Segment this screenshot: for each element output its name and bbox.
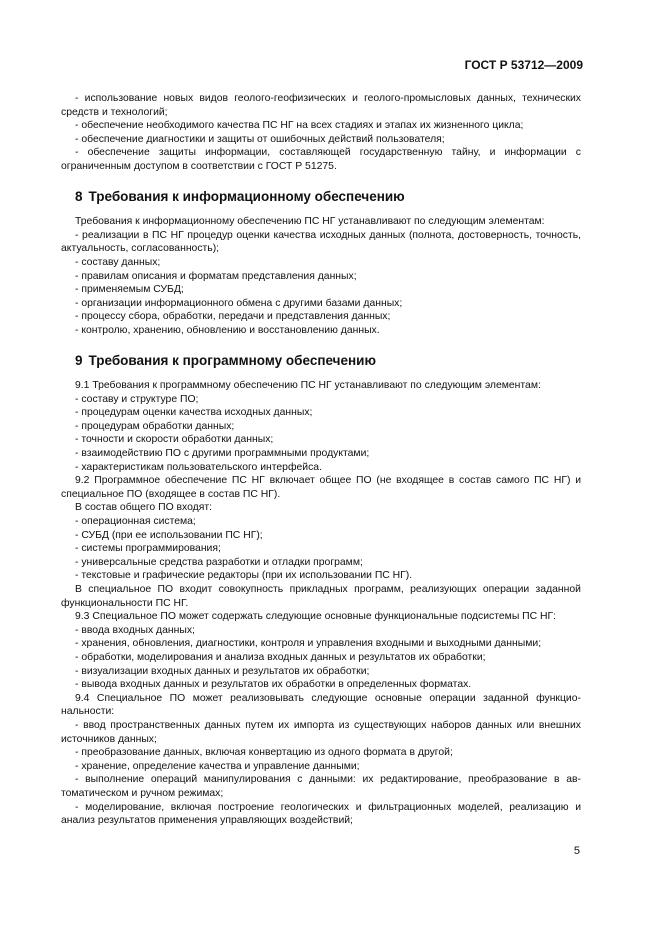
list-item: - моделирование, включая построение геологических и фильтрационных моделей, реализацию и анализ результатов применения управляющих воздействий; xyxy=(61,801,581,827)
section-8-body xyxy=(61,215,581,337)
list-item: - организации информационного обмена с другими базами данных; xyxy=(75,297,403,309)
paragraph: 9.4 Специальное ПО может реализовывать следующие основные операции заданной функциональности: xyxy=(61,692,581,718)
list-item: - универсальные средства разработки и отладки программ; xyxy=(75,556,363,568)
list-item: - обработки, моделирования и анализа входных данных и результатов их обработки; xyxy=(75,651,486,663)
intro-item: - обеспечение диагностики и защиты от ошибочных действий пользователя; xyxy=(75,133,445,145)
section-number: 9 xyxy=(75,352,83,368)
section-title: Требования к программному обеспечению xyxy=(88,352,376,368)
list-item: - операционная система; xyxy=(75,516,196,528)
list-item: - характеристикам пользовательского интерфейса. xyxy=(75,461,322,473)
paragraph: 9.1 Требования к программному обеспечению ПС НГ устанавливают по следующим элементам: xyxy=(75,380,541,392)
list-item: - процессу сбора, обработки, передачи и представления данных; xyxy=(75,311,391,323)
list-item: - процедурам оценки качества исходных данных; xyxy=(75,407,313,419)
list-item: - контролю, хранению, обновлению и восстановлению данных. xyxy=(75,324,380,336)
list-item: - СУБД (при ее использовании ПС НГ); xyxy=(75,529,263,541)
list-item: - процедурам обработки данных; xyxy=(75,420,235,432)
list-item: - составу данных; xyxy=(75,256,161,268)
section-title: Требования к информационному обеспечению xyxy=(88,188,405,204)
list-item: - визуализации входных данных и результатов их обработки; xyxy=(75,665,370,677)
section-number: 8 xyxy=(75,188,83,204)
list-item: - системы программирования; xyxy=(75,543,221,555)
page-number: 5 xyxy=(573,845,580,857)
section-9-body xyxy=(61,379,581,828)
list-item: - правилам описания и форматам представления данных; xyxy=(75,270,357,282)
intro-item: - обеспечение необходимого качества ПС НГ на всех стадиях и этапах их жизненного цикла; xyxy=(75,120,524,132)
list-item: - реализации в ПС НГ процедур оценки качества исходных данных (полнота, достоверность, точность, актуальность, согласованность); xyxy=(61,229,581,255)
list-item: - составу и структуре ПО; xyxy=(75,393,199,405)
list-item: - взаимодействию ПО с другими программными продуктами; xyxy=(75,448,370,460)
list-item: - выполнение операций манипулирования с данными: их редактирование, преобразование в автоматическом и ручном режимах; xyxy=(61,774,581,799)
paragraph: Требования к информационному обеспечению ПС НГ устанавливают по следующим элементам: xyxy=(75,216,545,228)
list-item: - вывода входных данных и результатов их обработки в определенных форматах. xyxy=(75,679,472,691)
list-item: - ввод пространственных данных путем их импорта из существующих наборов данных или внешних источников данных; xyxy=(61,719,581,745)
intro-item: - обеспечение защиты информации, составляющей государственную тайну, и информации с ограниченным доступом в соответствии с ГОСТ Р 51275. xyxy=(61,147,581,172)
intro-item: - использование новых видов геолого-геофизических и геолого-промысловых данных, технических средств и технологий; xyxy=(61,93,581,118)
section-8-heading xyxy=(61,190,581,204)
list-item: - хранения, обновления, диагностики, контроля и управления входными и выходными данными; xyxy=(75,638,542,650)
list-item: - точности и скорости обработки данных; xyxy=(75,434,274,446)
list-item: - хранение, определение качества и управление данными; xyxy=(75,760,360,772)
document-id-header: ГОСТ Р 53712—2009 xyxy=(464,58,583,72)
paragraph: В состав общего ПО входят: xyxy=(75,502,213,514)
list-item: - ввода входных данных; xyxy=(75,624,195,636)
list-item: - текстовые и графические редакторы (при их использовании ПС НГ). xyxy=(75,570,413,582)
section-9-heading xyxy=(61,354,581,368)
page-content xyxy=(61,92,581,828)
paragraph: 9.2 Программное обеспечение ПС НГ включает общее ПО (не входящее в состав самого ПС НГ) и специальное ПО (входящее в состав ПС НГ). xyxy=(61,475,581,500)
list-item: - преобразование данных, включая конвертацию из одного формата в другой; xyxy=(75,747,453,759)
list-item: - применяемым СУБД; xyxy=(75,284,184,296)
paragraph: В специальное ПО входит совокупность прикладных программ, реализующих операции заданной функциональности ПС НГ. xyxy=(61,584,581,609)
paragraph: 9.3 Специальное ПО может содержать следующие основные функциональные подсистемы ПС НГ: xyxy=(75,611,557,623)
intro-list xyxy=(61,92,581,174)
